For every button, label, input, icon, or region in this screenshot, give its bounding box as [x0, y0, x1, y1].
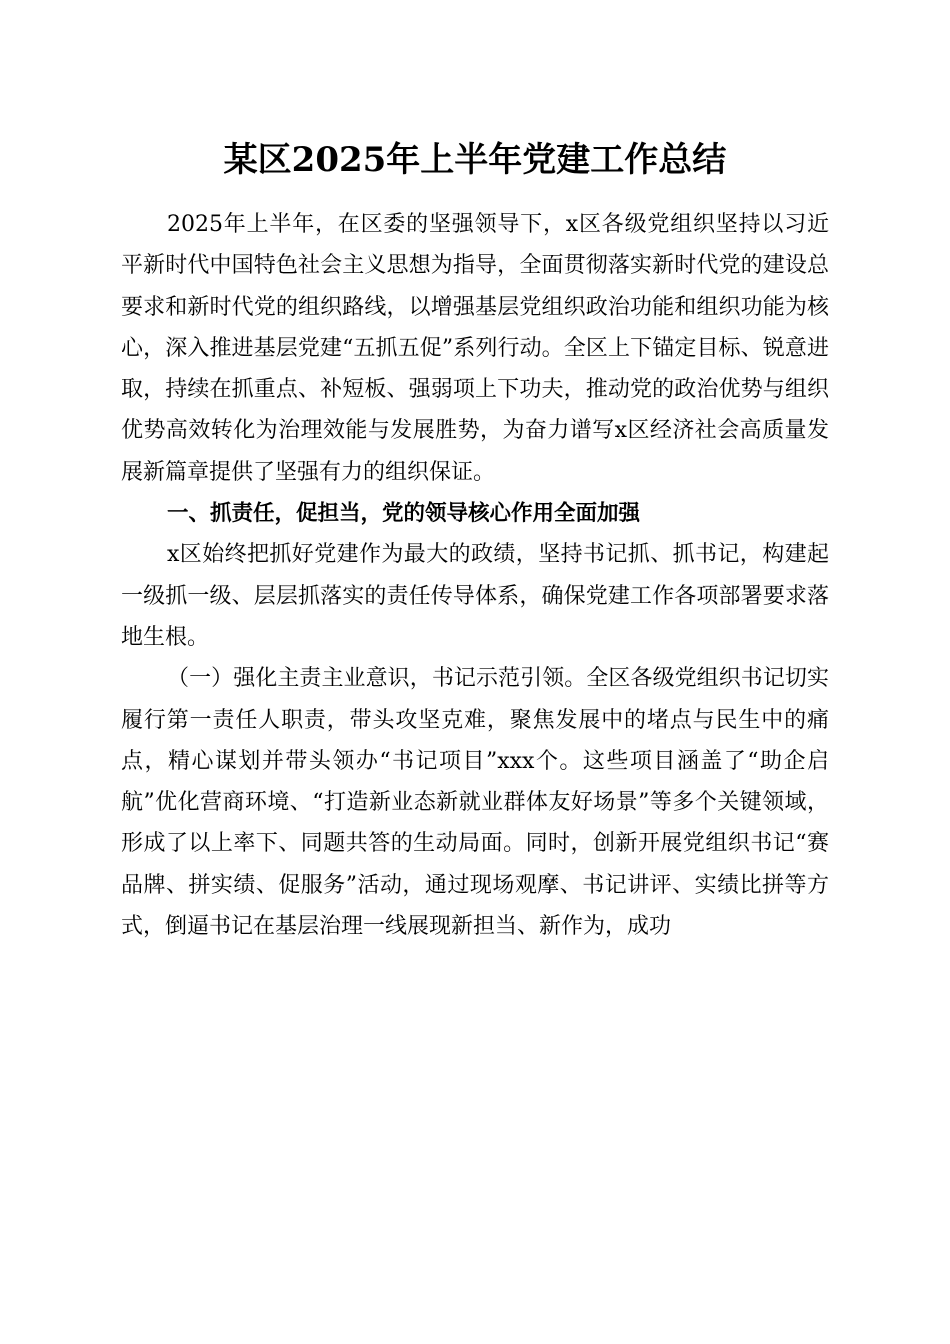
subsection-paragraph: （一）强化主责主业意识，书记示范引领。全区各级党组织书记切实履行第一责任人职责，带头攻坚克难，聚焦发展中的堵点与民生中的痛点，精心谋划并带头领办“书记项目”xxx个。这些项目涵盖了“助企启航”优化营商环境、“打造新业态新就业群体友好场景”等多个关键领域，形成了以上率下、同题共答的生动局面。同时，创新开展党组织书记“赛品牌、拼实绩、促服务”活动，通过现场观摩、书记讲评、实绩比拼等方式，倒逼书记在基层治理一线展现新担当、新作为，成功: [121, 666, 829, 940]
document-title: 某区2025年上半年党建工作总结: [223, 140, 727, 180]
section-heading: 一、抓责任，促担当，党的领导核心作用全面加强: [167, 501, 641, 527]
document-body: [121, 204, 829, 947]
section-intro-paragraph: x区始终把抓好党建作为最大的政绩，坚持书记抓、抓书记，构建起一级抓一级、层层抓落实的责任传导体系，确保党建工作各项部署要求落地生根。: [121, 542, 829, 650]
intro-paragraph: 2025年上半年，在区委的坚强领导下，x区各级党组织坚持以习近平新时代中国特色社会主义思想为指导，全面贯彻落实新时代党的建设总要求和新时代党的组织路线，以增强基层党组织政治功能和组织功能为核心，深入推进基层党建“五抓五促”系列行动。全区上下锚定目标、锐意进取，持续在抓重点、补短板、强弱项上下功夫，推动党的政治优势与组织优势高效转化为治理效能与发展胜势，为奋力谱写x区经济社会高质量发展新篇章提供了坚强有力的组织保证。: [121, 212, 829, 485]
